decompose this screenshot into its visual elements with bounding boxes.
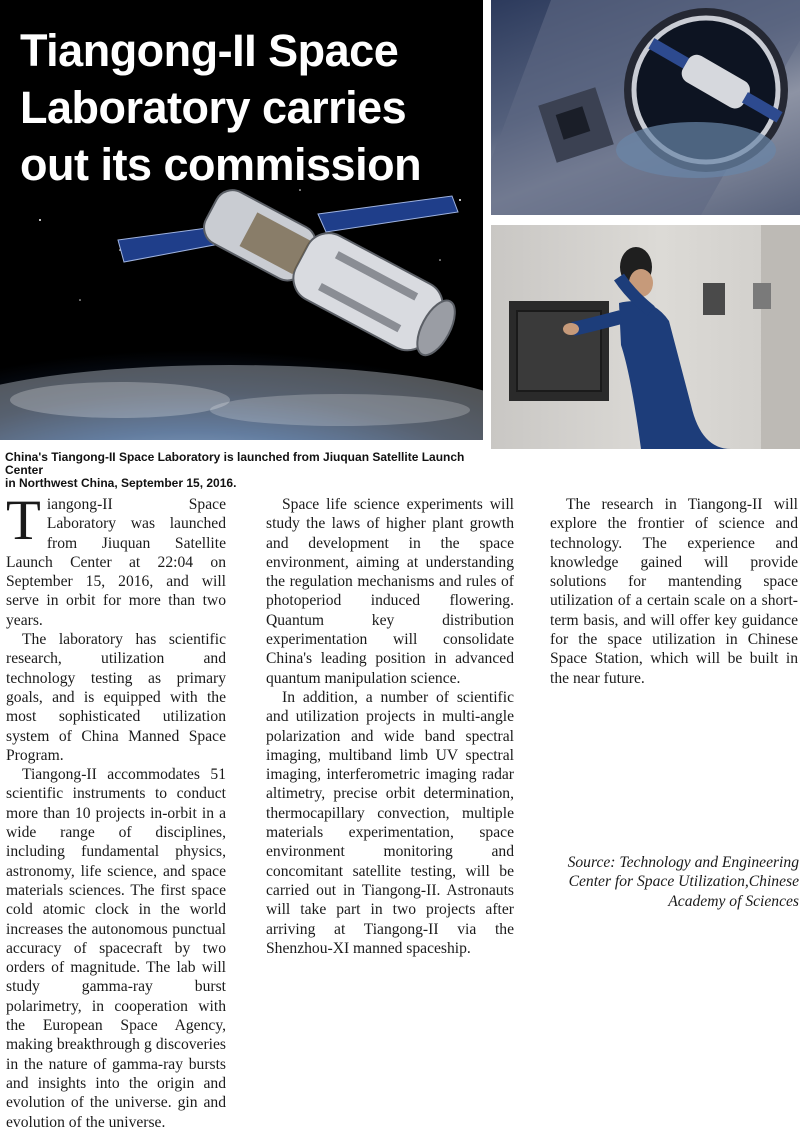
source-line-3: Academy of Sciences [668, 892, 799, 910]
source-line-2: Center for Space Utilization,Chinese [568, 873, 799, 891]
caption-line-1: China's Tiangong-II Space Laboratory is launched from Jiuquan Satellite Launch Center [5, 450, 465, 477]
caption-line-2: in Northwest China, September 15, 2016. [5, 476, 237, 490]
article-paragraph-5: In addition, a number of scientific and utilization projects in multi-angle polarization and wide band spectral imaging, multiband limb UV spectral imaging, interferometric imaging radar altimetry, precise orbit determination, thermocapillary convection, multiple materials experimentation, space environment monitoring and concomitant satellite testing, will be carried out in Tiangong-II. Astronauts will take part in two projects after arriving at Tiangong-II via the Shenzhou-XI manned spaceship. [266, 688, 514, 957]
hero-image [0, 0, 483, 440]
article-paragraph-6: The research in Tiangong-II will explore the frontier of science and technology. The experience and knowledge gained will provide solutions for mantending space utilization of a certain scale on a short-term basis, and will offer key guidance for the space utilization in Chinese Space Station, which will be built in the near future. [550, 496, 798, 687]
article-column-1 [6, 489, 226, 1132]
window-view-photo [491, 0, 800, 215]
article-paragraph-1 [6, 489, 226, 630]
source-credit [566, 853, 799, 911]
article-paragraph-3: Tiangong-II accommodates 51 scientific instruments to conduct more than 10 projects in-orbit in a wide range of disciplines, including fundamental physics, astronomy, life science, and space materials sciences. The first space cold atomic clock in the world increases the autonomous punctual accuracy of spacecraft by two orders of magnitude. The lab will study gamma-ray burst polarimetry, in cooperation with the European Space Agency, making breakthrough g discoveries in the nature of gamma-ray bursts and insights into the origin and evolution of the universe. gin and evolution of the universe. [6, 766, 226, 1131]
title-line-1: Tiangong-II Space [20, 25, 399, 76]
article-paragraph-4: Space life science experiments will study the laws of higher plant growth and development in the space environment, aiming at understanding the regulation mechanisms and rules of photoperiod induced flowering. Quantum key distribution experimentation will consolidate China's leading position in advanced quantum manipulation science. [266, 496, 514, 687]
drop-cap: T [6, 489, 41, 552]
article-column-2 [266, 495, 514, 958]
page-title [20, 22, 421, 193]
source-line-1: Source: Technology and Engineering [567, 854, 799, 871]
title-line-2: Laboratory carries [20, 82, 407, 133]
article-paragraph-2: The laboratory has scientific research, utilization and technology testing as primary goals, and is equipped with the most sophisticated utilization system of China Manned Space Program. [6, 631, 226, 764]
astronaut-photo [491, 225, 800, 449]
image-caption [5, 451, 480, 490]
article-column-3 [550, 495, 798, 688]
paragraph-1-text: iangong-II Space Laboratory was launched from Jiuquan Satellite Launch Center at 22:04 on September 15, 2016, and will serve in orbit for more than two years. [6, 496, 226, 629]
title-line-3: out its commission [20, 139, 422, 190]
